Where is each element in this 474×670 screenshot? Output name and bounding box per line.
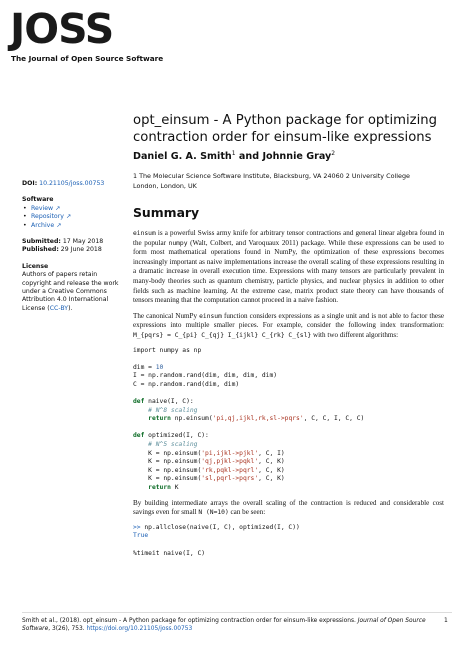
paragraph: [133, 312, 444, 341]
code-line: optimized(I, C):: [144, 432, 209, 440]
code-block: [133, 347, 444, 493]
code-string: 'qj,pjkl->pqkl': [201, 458, 259, 466]
code-line: K = np.einsum(: [133, 458, 202, 466]
code-line: np.allclose(naive(I, C), optimized(I, C)): [144, 523, 300, 531]
footer-citation: [22, 617, 442, 633]
paper-title: opt_einsum - A Python package for optimizing contraction order for einsum-like expressions: [133, 113, 437, 145]
sidebar: [22, 180, 124, 321]
license-text: [22, 271, 124, 313]
code-line: np.einsum(: [170, 415, 213, 423]
affiliation-marker: 1: [231, 150, 236, 157]
code-line: K: [170, 484, 179, 492]
code-line: I = np.random.rand(dim, dim, dim, dim): [133, 372, 278, 380]
software-list: [22, 205, 124, 230]
published-row: [22, 246, 124, 254]
affiliations: 1 The Molecular Science Software Institute, Blacksburg, VA 24060 2 University College London, London, UK: [133, 172, 410, 190]
section-heading-summary: Summary: [133, 205, 200, 220]
inline-code: N (N=10): [198, 509, 229, 517]
license-body: Authors of papers retain copyright and release the work under a Creative Commons Attribution 4.0 International License (: [22, 271, 119, 312]
submitted-label: Submitted:: [22, 238, 61, 246]
paragraph-text: By building intermediate arrays the overall scaling of the contraction is reduced and considerable cost savings even for small: [133, 498, 444, 517]
doi-label: DOI:: [22, 180, 38, 187]
code-keyword: return: [133, 484, 171, 492]
logo-subtitle: The Journal of Open Source Software: [11, 54, 164, 63]
review-link[interactable]: Review ↗: [31, 204, 61, 212]
doi-link[interactable]: 10.21105/joss.00753: [39, 180, 105, 187]
journal-name: Journal of Open Source Software: [22, 618, 426, 632]
code-string: 'rk,pqkl->pqrl': [201, 466, 259, 474]
archive-link[interactable]: Archive ↗: [31, 221, 62, 229]
footer-doi-link[interactable]: https://doi.org/10.21105/joss.00753: [86, 626, 193, 632]
list-item: [31, 213, 124, 221]
list-item: [31, 205, 124, 213]
paragraph-text: can be seen:: [228, 508, 266, 517]
code-string: 'pi,ijkl->pjkl': [201, 449, 259, 457]
inline-code: einsum: [199, 312, 222, 320]
paragraph: [133, 499, 444, 518]
logo-wordmark: JOSS: [10, 5, 114, 53]
code-line: K = np.einsum(: [133, 475, 202, 483]
code-comment: # N^5 scaling: [133, 441, 198, 449]
paragraph-text: is a powerful Swiss army knife for arbitrary tensor contractions and general linear algebra found in the popular: [133, 229, 444, 247]
paragraph-text: The canonical NumPy: [133, 311, 200, 320]
author-line: [133, 150, 335, 162]
code-line: , C, K): [258, 475, 285, 483]
submitted-date: 17 May 2018: [62, 238, 104, 246]
author-name: Johnnie Gray: [262, 151, 332, 163]
summary-body: [133, 229, 444, 564]
software-block: [22, 196, 124, 230]
code-prompt: >>: [133, 523, 145, 531]
code-keyword: return: [133, 415, 171, 423]
list-item: [31, 222, 124, 230]
code-line: , C, C, I, C, C): [303, 415, 365, 423]
code-line: import numpy as np: [133, 346, 202, 354]
code-line: K = np.einsum(: [133, 466, 202, 474]
doi-block: [22, 180, 124, 188]
paragraph: [133, 229, 444, 306]
published-date: 29 June 2018: [60, 246, 102, 254]
software-label: Software: [22, 196, 54, 204]
page-number: 1: [444, 617, 448, 624]
inline-code: M_{pqrs} = C_{pi} C_{qj} I_{ijkl} C_{rk} C_{sl}: [133, 331, 312, 339]
author-conjunction: and: [238, 151, 260, 163]
code-line: %timeit naive(I, C): [133, 549, 206, 557]
code-line: dim =: [133, 363, 156, 371]
code-output: True: [133, 532, 149, 540]
citation-text: , 3(26), 753.: [48, 626, 87, 632]
code-line: C = np.random.rand(dim, dim): [133, 380, 240, 388]
published-label: Published:: [22, 246, 59, 254]
author-name: Daniel G. A. Smith: [133, 151, 232, 163]
paragraph-text: with two different algorithms:: [311, 330, 399, 339]
code-number: 10: [155, 363, 164, 371]
license-close: ).: [68, 304, 73, 312]
license-label: License: [22, 262, 49, 270]
code-string: 'pi,qj,ijkl,rk,sl->pqrs': [212, 415, 304, 423]
paragraph-text: (Walt, Colbert, and Varoquaux 2011) package. While these expressions can be used to form most mathematical operations found in NumPy, the optimization of these expressions becomes increasingly important as naive implementations increase the overall scaling of these expressions resulting in a dramatic increase in overall execution time. Expressions with many tensors are particularly prevalent in many-body theories such as quantum chemistry, particle physics, and nuclear physics in addition to other fields such as machine learning. At the extreme case, matrix product state theory can have thousands of tensors meaning that the computation cannot proceed in a naive fashion.: [133, 238, 444, 305]
code-string: 'sl,pqrl->pqrs': [201, 475, 259, 483]
cc-by-link[interactable]: CC-BY: [49, 304, 69, 312]
code-line: , C, K): [258, 466, 285, 474]
code-keyword: def: [133, 398, 145, 406]
paragraph-text: function considers expressions as a single unit and is not able to factor these expressions into multiple smaller pieces. For example, consider the following index transformation:: [133, 311, 444, 330]
inline-code: numpy: [168, 239, 188, 247]
code-line: , C, K): [258, 458, 285, 466]
code-keyword: def: [133, 432, 145, 440]
code-comment: # N^8 scaling: [133, 406, 198, 414]
submitted-row: [22, 238, 124, 246]
license-block: [22, 263, 124, 313]
inline-code: einsum: [133, 230, 156, 237]
code-block: [133, 524, 444, 558]
citation-text: Smith et al., (2018). opt_einsum - A Python package for optimizing contraction order for einsum-like expressions.: [22, 618, 358, 624]
affiliation-marker: 2: [331, 150, 336, 157]
dates-block: [22, 238, 124, 255]
code-line: , C, I): [258, 449, 285, 457]
code-line: naive(I, C):: [144, 398, 194, 406]
code-line: K = np.einsum(: [133, 449, 202, 457]
repository-link[interactable]: Repository ↗: [31, 213, 72, 221]
footer-divider: [22, 612, 452, 613]
